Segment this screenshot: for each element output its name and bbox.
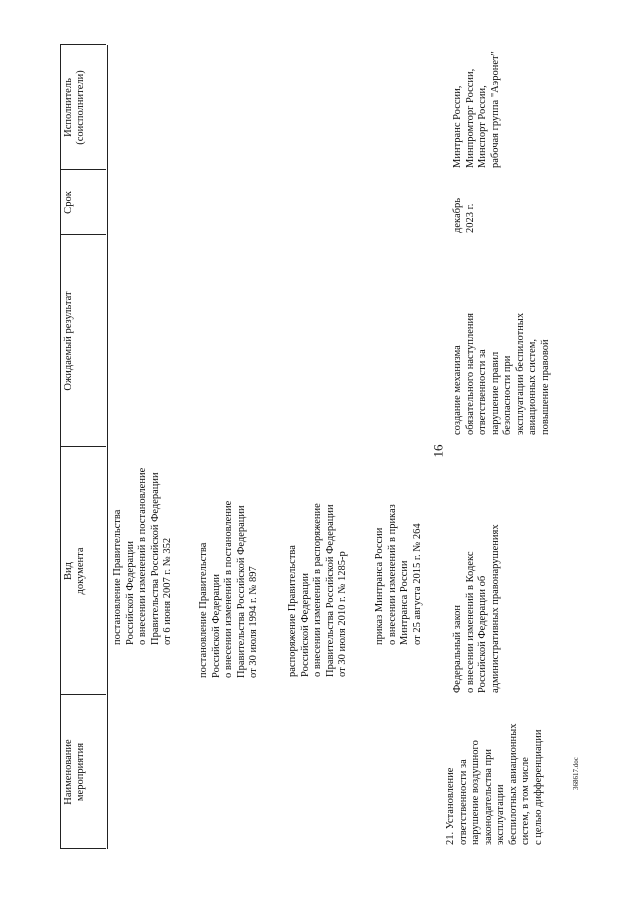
column-divider bbox=[60, 234, 106, 235]
page-number: 16 bbox=[430, 444, 446, 458]
header-executor: Исполнитель (соисполнители) bbox=[63, 70, 86, 145]
column-divider bbox=[60, 44, 106, 45]
header-doc-type: Вид документа bbox=[63, 547, 86, 595]
header-deadline: Срок bbox=[63, 191, 74, 214]
doc-entry: постановление Правительства Российской Федерации о внесении изменений в постановление Правительства Российской Федерации от 30 июля 1994 г. № 897 bbox=[198, 500, 259, 678]
column-divider bbox=[60, 446, 106, 447]
header-expected-result: Ожидаемый результат bbox=[63, 291, 74, 391]
row21-result: создание механизма обязательного наступления ответственности за нарушение правил безопасности при эксплуатации беспилотных авиационных систем, повышение правовой bbox=[452, 312, 551, 435]
header-name: Наименование мероприятия bbox=[63, 739, 86, 805]
column-divider bbox=[60, 169, 106, 170]
column-divider bbox=[60, 694, 106, 695]
column-divider bbox=[60, 848, 106, 849]
row21-name: 21. Установление ответственности за нарушение воздушного законодательства при эксплуатации беспилотных авиационных систем, в том числе с целью дифференциации bbox=[445, 723, 544, 845]
row21-doc: Федеральный закон о внесении изменений в Кодекс Российской Федерации об административных правонарушениях bbox=[452, 524, 501, 693]
doc-entry: постановление Правительства Российской Федерации о внесении изменений в постановление Правительства Российской Федерации от 6 июня 2007 г. № 352 bbox=[112, 467, 173, 645]
doc-entry: приказ Минтранса России о внесении изменений в приказ Минтранса России от 25 августа 2015 г. № 264 bbox=[374, 504, 423, 645]
doc-entry: распоряжение Правительства Российской Федерации о внесении изменений в распоряжение Правительства Российской Федерации от 30 июля 2010 г. № 1285-р bbox=[287, 503, 348, 677]
footer-filename: 368617.doc bbox=[572, 757, 580, 790]
row21-executor: Минтранс России, Минпромторг России, Минспорт России, рабочая группа "Аэронет" bbox=[452, 51, 501, 168]
row21-deadline: декабрь 2023 г. bbox=[452, 198, 476, 233]
